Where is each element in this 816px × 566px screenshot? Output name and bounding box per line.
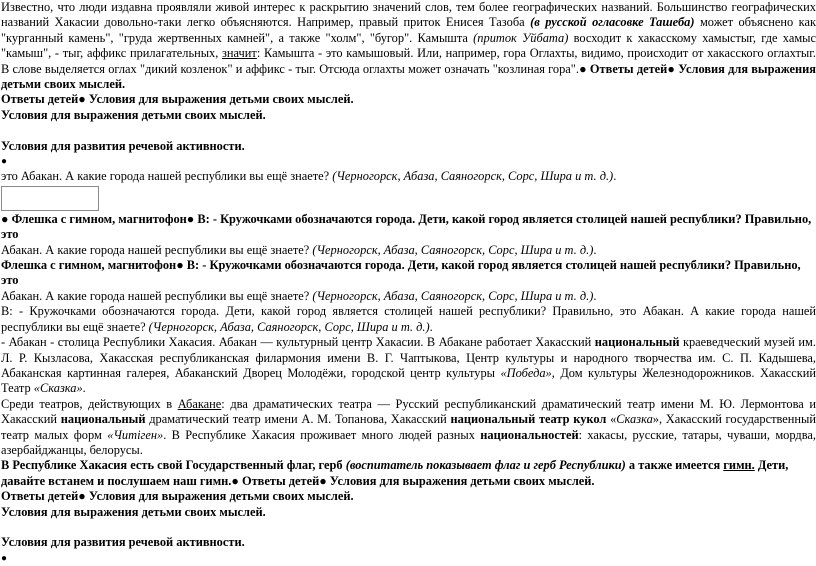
text-run: Абакан. А какие города нашей республики вы ещё знаете? xyxy=(1,242,313,257)
conditions-line: Условия для выражения детьми своих мыслей. xyxy=(1,504,266,519)
text-run: . xyxy=(613,169,617,184)
text-run: национальный xyxy=(594,335,680,350)
text-run: Сказка xyxy=(616,412,653,427)
text-run: В: - Кружочками обозначаются города. Дети, какой город является столицей нашей республики? Правильно, это Абакан. А какие города нашей республики вы ещё знаете? xyxy=(1,304,816,334)
flag-paragraph xyxy=(1,458,816,489)
text-run: : хакасы, русские, татары, чуваши, мордва, азербайджанцы, белорусы. xyxy=(1,427,816,457)
text-run: . xyxy=(82,381,86,396)
text-run: - Абакан - столица Республики Хакасия. Абакан — культурный центр Хакасии. В Абакане работает Хакасский xyxy=(1,335,595,350)
text-run: Известно, что люди издавна проявляли живой интерес к раскрытию значений слов, тем более географических названий. Большинство географических названий Хакасии довольно-таки легко объясняются. Например, правый приток Енисея Тазоба xyxy=(1,0,816,30)
text-run: (Черногорск, Абаза, Саяногорск, Сорс, Шира и т. д.) xyxy=(332,169,614,184)
question-paragraph xyxy=(1,304,816,335)
text-run: « xyxy=(606,412,617,427)
speech-activity-line: Условия для развития речевой активности. xyxy=(1,535,245,550)
text-run: краеведческий музей им. Л. Р. Кызласова, Хакасская республиканская филармония имени В. Г. Чаптыкова, Центр культуры и народного творчества им. С. П. Кадышева, Абаканская картинная галерея, Абаканский Дворец Молодёжи, городской центр культуры xyxy=(1,335,816,380)
text-run: », Хакасский государственный театр малых форм xyxy=(1,412,816,442)
text-run: . xyxy=(593,288,597,303)
text-run: может объяснено как "курганный камень", "груда жертвенных камней", а также "холм", "бугор". Камышта xyxy=(1,15,816,45)
text-run: «Читiген» xyxy=(107,427,164,442)
text-run: «Сказка» xyxy=(33,381,83,396)
theatres-paragraph xyxy=(1,397,816,459)
text-run: национальный xyxy=(60,412,146,427)
bullet: ● xyxy=(1,156,8,168)
text-run: гимн. xyxy=(723,458,755,473)
abakan-link[interactable]: Абакане xyxy=(177,396,222,411)
abakan-line xyxy=(1,169,816,184)
abakan-culture-paragraph xyxy=(1,335,816,397)
text-run: Среди театров, действующих в xyxy=(1,396,178,411)
flash-drive-line-2 xyxy=(1,258,816,304)
text-run: ● Флешка с гимном, магнитофон● В: - Кружочками обозначаются города. Дети, какой город является столицей нашей республики? Правильно, это xyxy=(1,211,812,242)
conditions-line: Условия для выражения детьми своих мыслей. xyxy=(1,107,266,122)
text-run: : Камышта - это камышовый. Или, например, гора Оглахты, видимо, происходит от хакасского оглахтыг. В слове выделяется оглах "дикий козленок" и аффикс - тыг. Отсюда оглахты может означать "козлиная гора". xyxy=(1,46,816,76)
text-run: В Республике Хакасия есть свой Государственный флаг, герб xyxy=(1,458,346,473)
text-run: (Черногорск, Абаза, Саяногорск, Сорс, Шира и т. д.) xyxy=(312,288,594,303)
image-frame xyxy=(1,186,99,211)
text-run: это Абакан. А какие города нашей республики вы ещё знаете? xyxy=(1,169,333,184)
speech-activity-line: Условия для развития речевой активности. xyxy=(1,138,245,153)
bullet: ● xyxy=(1,552,8,564)
text-run: национальностей xyxy=(480,427,579,442)
text-run: . xyxy=(593,242,597,257)
blank-line xyxy=(1,520,816,535)
text-run: (в русской огласовке Ташеба) xyxy=(530,15,695,30)
text-run: , Дом культуры Железнодорожников. Хакасский Театр xyxy=(1,365,816,396)
text-run: (воспитатель показывает флаг и герб Республики) xyxy=(345,458,626,473)
text-run: (приток Уйбата) xyxy=(473,30,569,45)
text-run: драматический театр имени А. М. Топанова, Хакасский xyxy=(145,412,451,427)
blank-line xyxy=(1,123,816,138)
text-run: Флешка с гимном, магнитофон● В: - Кружочками обозначаются города. Дети, какой город является столицей нашей республики? Правильно, это xyxy=(1,258,801,288)
text-run: . В Республике Хакасия проживает много людей разных xyxy=(163,427,481,442)
text-run: «Победа» xyxy=(500,365,552,380)
text-run: а также имеется xyxy=(625,458,724,473)
intro-paragraph xyxy=(1,0,816,92)
answers-line: Ответы детей● Условия для выражения детьми своих мыслей. xyxy=(1,92,354,107)
text-run: (Черногорск, Абаза, Саяногорск, Сорс, Шира и т. д.) xyxy=(312,242,594,257)
text-run: ● Ответы детей● Условия для выражения детьми своих мыслей. xyxy=(1,61,816,92)
text-run: значит xyxy=(222,46,257,61)
answers-line: Ответы детей● Условия для выражения детьми своих мыслей. xyxy=(1,489,354,504)
text-run: . xyxy=(429,319,433,334)
text-run: национальный театр кукол xyxy=(450,412,607,427)
text-run: Дети, давайте встанем и послушаем наш гимн.● Ответы детей● Условия для выражения детьми своих мыслей. xyxy=(1,458,789,488)
text-run: (Черногорск, Абаза, Саяногорск, Сорс, Шира и т. д.) xyxy=(148,319,430,334)
text-run: : два драматических театра — Русский республиканский драматический театр имени М. Ю. Лермонтова и Хакасский xyxy=(1,396,816,427)
flash-drive-line-1 xyxy=(1,212,816,258)
text-run: Абакан. А какие города нашей республики вы ещё знаете? xyxy=(1,288,313,303)
text-run: восходит к хакасскому хамыстыг, где хамыс "камыш", - тыг, аффикс прилагательных, xyxy=(1,30,816,61)
